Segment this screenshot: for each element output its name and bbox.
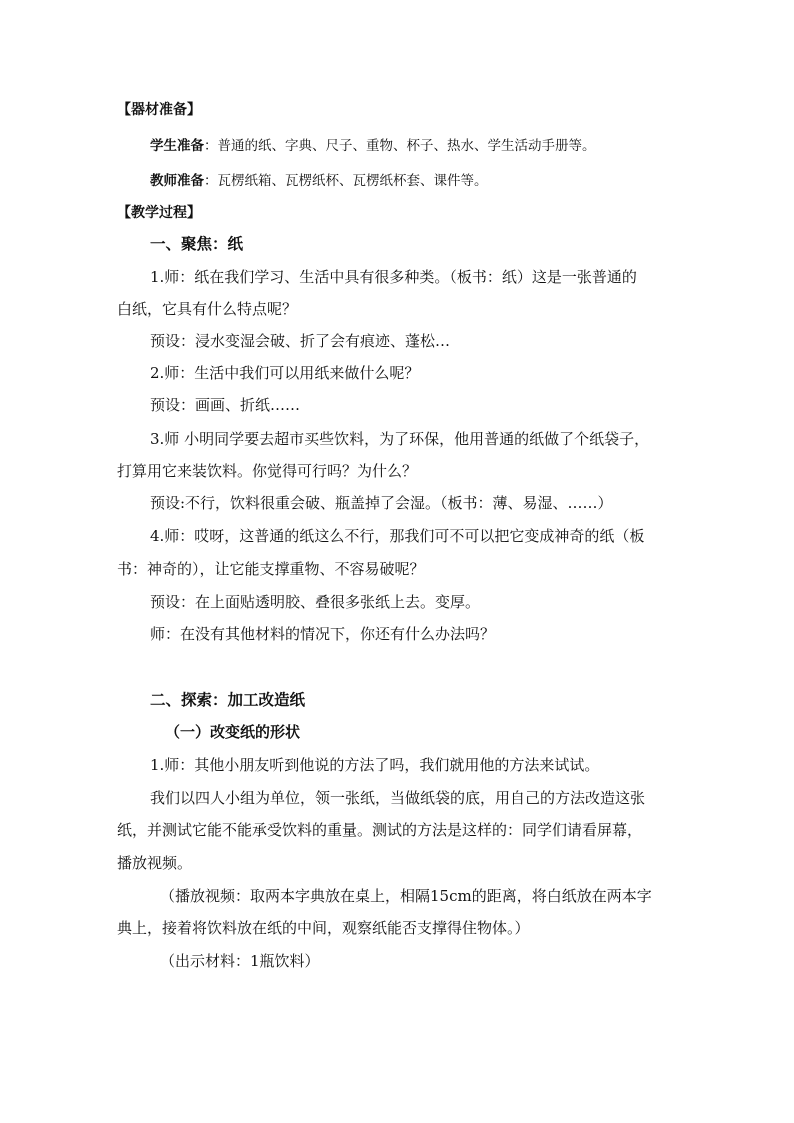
teacher-preparation-label: 教师准备 (150, 173, 204, 189)
equipment-heading: 【器材准备】 (117, 102, 201, 118)
process-heading: 【教学过程】 (117, 205, 201, 221)
section1-title: 一、聚焦：纸 (150, 234, 244, 253)
student-preparation-label: 学生准备 (150, 138, 204, 154)
section2-line: 我们以四人小组为单位，领一张纸，当做纸袋的底，用自己的方法改造这张 (150, 789, 646, 807)
section1-line: 1.师：纸在我们学习、生活中具有很多种类。（板书：纸）这是一张普通的 (150, 268, 637, 286)
section1-line: 3.师 小明同学要去超市买些饮料，为了环保，他用普通的纸做了个纸袋子， (150, 430, 650, 448)
section2-line: 纸，并测试它能不能承受饮料的重量。测试的方法是这样的：同学们请看屏幕， (117, 821, 643, 839)
section2-line: 1.师：其他小朋友听到他说的方法了吗，我们就用他的方法来试试。 (150, 756, 600, 774)
section1-line: 预设：在上面贴透明胶、叠很多张纸上去。变厚。 (150, 593, 481, 611)
student-preparation (150, 136, 596, 156)
section1-line: 预设：浸水变湿会破、折了会有痕迹、蓬松… (150, 332, 451, 350)
teacher-preparation (150, 171, 488, 191)
section2-line: 典上，接着将饮料放在纸的中间，观察纸能否支撑得住物体。） (117, 919, 530, 937)
student-preparation-text: ：普通的纸、字典、尺子、重物、杯子、热水、学生活动手册等。 (204, 138, 596, 154)
section1-line: 2.师：生活中我们可以用纸来做什么呢？ (150, 364, 420, 382)
section2-title: 二、探索：加工改造纸 (150, 690, 306, 709)
section1-line: 4.师：哎呀，这普通的纸这么不行，那我们可不可以把它变成神奇的纸（板 (150, 527, 645, 545)
section2-line: 播放视频。 (117, 854, 193, 872)
section1-line: 书：神奇的），让它能支撑重物、不容易破呢？ (117, 560, 425, 578)
section2-line: （播放视频：取两本字典放在桌上，相隔15cm的距离，将白纸放在两本字 (160, 887, 652, 905)
teacher-preparation-text: ：瓦楞纸箱、瓦楞纸杯、瓦楞纸杯套、课件等。 (204, 173, 488, 189)
section1-line: 预设：画画、折纸…… (150, 396, 301, 414)
section1-line: 白纸，它具有什么特点呢？ (117, 300, 298, 318)
section1-line: 师：在没有其他材料的情况下，你还有什么办法吗？ (150, 625, 496, 643)
section1-line: 预设:不行，饮料很重会破、瓶盖掉了会湿。（板书：薄、易湿、……） (150, 494, 613, 512)
section2-subtitle: （一）改变纸的形状 (165, 723, 301, 741)
section1-line: 打算用它来装饮料。你觉得可行吗？为什么？ (117, 462, 418, 480)
section2-line: （出示材料：1瓶饮料） (160, 952, 320, 970)
